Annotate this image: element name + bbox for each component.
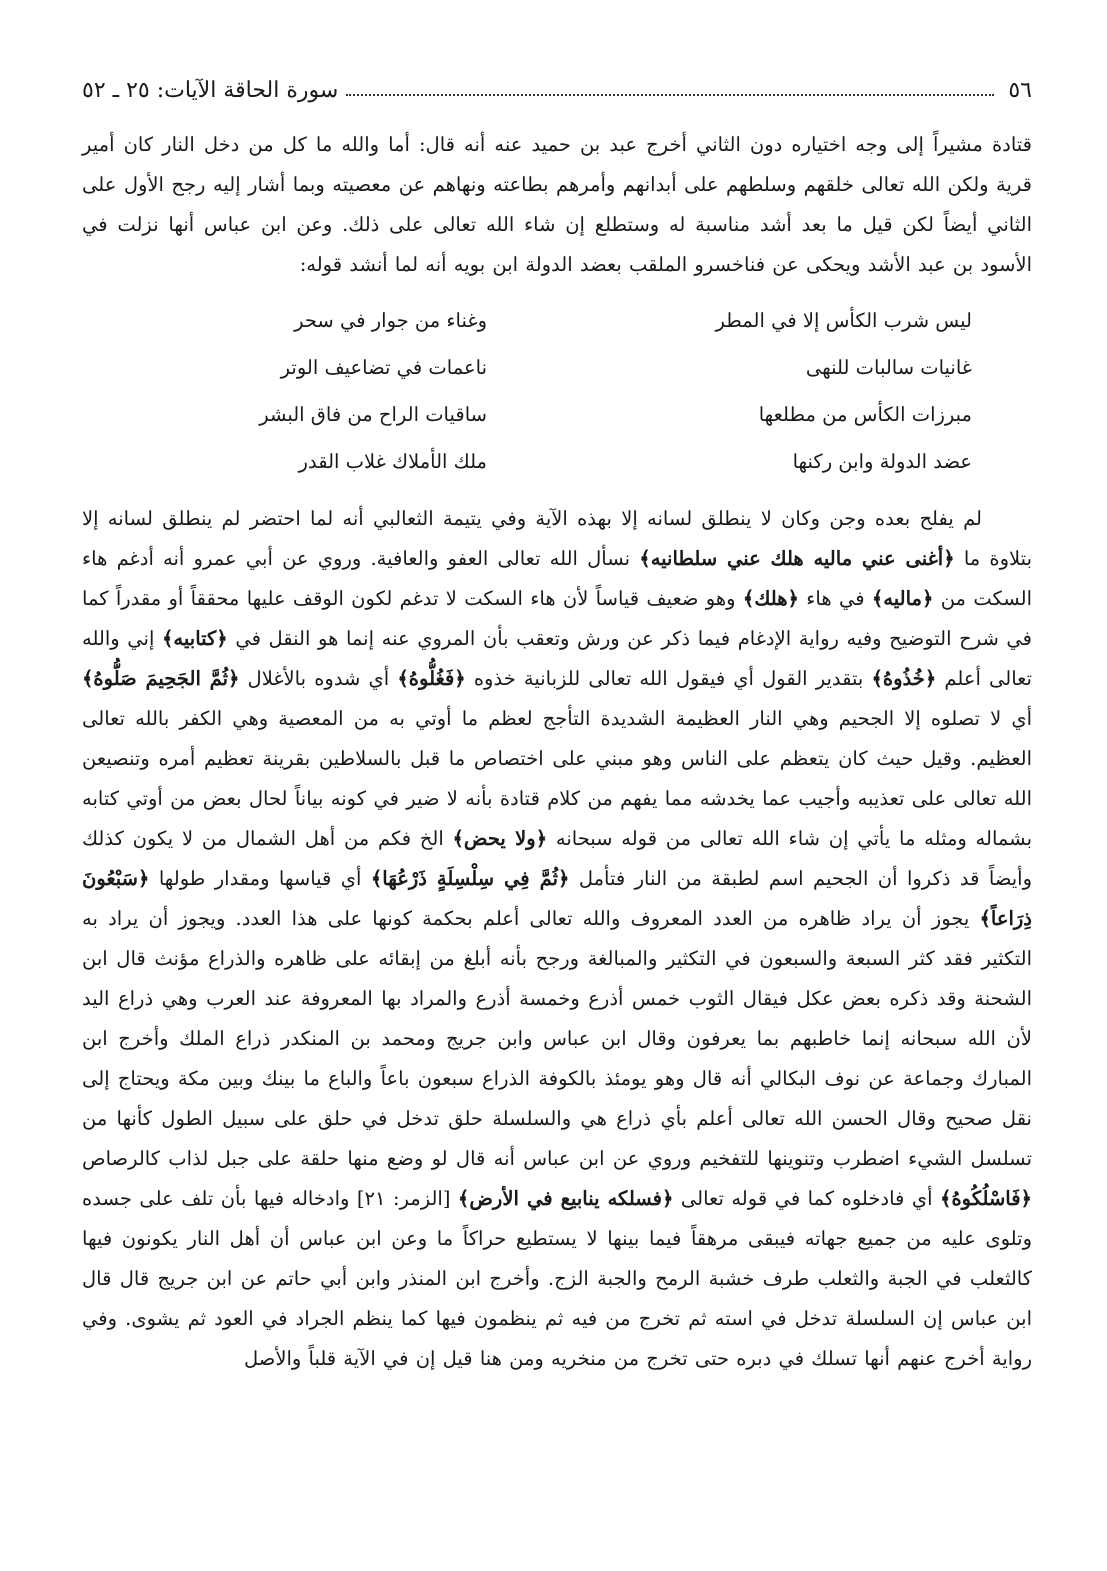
text-run: أي فادخلوه كما في قوله تعالى <box>673 1187 941 1210</box>
poem-hemistich-right: مبرزات الكأس من مطلعها <box>758 403 972 426</box>
poem-hemistich-right: ليس شرب الكأس إلا في المطر <box>715 309 972 332</box>
poem-hemistich-left: ناعمات في تضاعيف الوتر <box>280 356 487 379</box>
poem-hemistich-left: ملك الأملاك غلاب القدر <box>298 450 487 473</box>
text-run: أي لا تصلوه إلا الجحيم وهي النار العظيمة الشديدة التأجج لعظم ما أوتي به من المعصية وهي الكفر بالله تعالى العظيم. وقيل حيث كان يتعظم على الناس وهو مبني على اختصاص ما قبل بالسلاطين بقرينة تعظيم أمره وتنصيعن الله تعالى على تعذيبه وأجيب عما يخدشه مما يفهم من كلام قتادة بأنه لا ضير في كونه بياناً لحال بعض من أوتي كتابه بشماله ومثله ما يأتي إن شاء الله تعالى من قوله سبحانه <box>82 707 1032 850</box>
paragraph-1: قتادة مشيراً إلى وجه اختياره دون الثاني أخرج عبد بن حميد عنه أنه قال: أما والله ما كل من دخل النار كان أمير قرية ولكن الله تعالى خلقهم وسلطهم على أبدانهم وأمرهم بطاعته ونهاهم عن معصيته وبما أشار إليه رجح الأول على الثاني أيضاً لكن قيل ما بعد أشد مناسبة له وستطلع إن شاء الله تعالى على ذلك. وعن ابن عباس أنها نزلت في الأسود بن عبد الأشد ويحكى عن فناخسرو الملقب بعضد الدولة ابن بويه أنه لما أنشد قوله: <box>82 133 1032 276</box>
text-run: يجوز أن يراد ظاهره من العدد المعروف والله تعالى أعلم بحكمة كونها على هذا العدد. ويجوز أن يراد به التكثير فقد كثر السبعة والسبعون في التكثير والمبالغة ورجح بأنه أبلغ من إبقائه على ظاهره والذراع مؤنث قال ابن الشحنة وقد ذكره بعض عكل فيقال الثوب خمس أذرع وخمسة أذرع والمراد بها المعروفة عند العرب وهي ذراع اليد لأن الله سبحانه إنما خاطبهم بما يعرفون وقال ابن عباس وابن جريج ومحمد بن المنكدر ذراع الملك وأخرج ابن المبارك وجماعة عن نوف البكالي أنه قال وهو يومئذ بالكوفة الذراع سبعون باعاً والباع ما بينك وبين مكة ويحتاج إلى نقل صحيح وقال الحسن الله تعالى أعلم بأي ذراع هي والسلسلة حلق تدخل في حلق على سبيل الطول كأنها من تسلسل الشيء اضطرب وتنوينها للتفخيم وروي عن ابن عباس أنه قال لو وضع منها حلقة على جبل لذاب كالرصاص <box>82 907 1032 1170</box>
poem-line <box>82 438 1032 485</box>
text-run: [الزمر: ٢١] وادخاله فيها بأن تلف على جسده وتلوى عليه من جميع جهاته فيبقى مرهقاً فيما بينها لا يستطيع حراكاً ما وعن ابن عباس أن أهل النار يكونون فيها كالثعلب في الجبة والثعلب طرف خشبة الرمح والجبة الزج. وأخرج ابن المنذر وابن أبي حاتم عن ابن جريج قال قال ابن عباس إن السلسلة تدخل في استه ثم تخرج من فيه ثم ينظمون فيها كما ينظم الجراد في العود ثم يشوى. وفي رواية أخرج عنهم أنها تسلك في دبره حتى تخرج من منخريه ومن هنا قيل إن في الآية قلباً والأصل <box>82 1187 1032 1370</box>
paragraph-2 <box>82 499 1032 1379</box>
poem-line <box>82 297 1032 344</box>
text-run: الخ فكم من أهل الشمال من لا يكون كذلك وأيضاً قد ذكروا أن الجحيم اسم لطبقة من النار فتأمل <box>82 827 1032 890</box>
text-run: أي شدوه بالأغلال <box>239 667 398 690</box>
quran-quote: ﴿أغنى عني ماليه هلك عني سلطانيه﴾ <box>639 547 955 570</box>
quran-quote: ﴿فسلكه ينابيع في الأرض﴾ <box>457 1187 674 1210</box>
text-run: نسأل الله تعالى العفو والعافية. وروي عن أبي عمرو أنه أدغم هاء السكت من <box>82 547 1032 610</box>
poem-line <box>82 391 1032 438</box>
page-header <box>82 70 1032 110</box>
quran-quote: ﴿خُذُوهُ﴾ <box>871 667 937 690</box>
poem-hemistich-right: عضد الدولة وابن ركنها <box>792 450 972 473</box>
quran-quote: ﴿هلك﴾ <box>742 587 799 610</box>
page-body <box>82 125 1032 1379</box>
quran-quote: ﴿ماليه﴾ <box>871 587 934 610</box>
poem-hemistich-left: ساقيات الراح من فاق البشر <box>259 403 487 426</box>
poem-line <box>82 344 1032 391</box>
quran-quote: ﴿فَاسْلُكُوهُ﴾ <box>940 1187 1032 1210</box>
quran-quote: ﴿فَغُلُّوهُ﴾ <box>397 667 466 690</box>
text-run: أي قياسها ومقدار طولها <box>149 867 371 890</box>
poem-hemistich-right: غانيات سالبات للنهى <box>805 356 972 379</box>
quran-quote: ﴿ولا يحض﴾ <box>452 827 548 850</box>
quran-quote: ﴿كتابيه﴾ <box>162 627 228 650</box>
dotted-leader <box>346 94 994 96</box>
quran-quote: ﴿سَبْعُونَ ذِرَاعاً﴾ <box>82 867 1032 930</box>
quran-quote: ﴿ثُمَّ الجَحِيمَ صَلُّوهُ﴾ <box>82 667 240 690</box>
text-run: في هاء <box>798 587 872 610</box>
poem <box>82 297 1032 485</box>
text-run: إني والله تعالى أعلم <box>82 627 1032 690</box>
text-run: بتقدير القول أي فيقول الله تعالى للزبانية خذوه <box>465 667 872 690</box>
poem-hemistich-left: وغناء من جوار في سحر <box>294 309 487 332</box>
running-title: سورة الحاقة الآيات: ٢٥ ـ ٥٢ <box>82 77 339 103</box>
page-number: ٥٦ <box>1008 77 1032 103</box>
text-run: وهو ضعيف قياساً لأن هاء السكت لا تدغم لكون الوقف عليها محققاً أو مقدراً كما في شرح التوضيح وفيه رواية الإدغام فيما ذكر عن ورش وتعقب بأن المروي عنه إنما هو النقل في <box>82 587 1032 650</box>
quran-quote: ﴿ثُمَّ فِي سِلْسِلَةٍ ذَرْعُهَا﴾ <box>370 867 570 890</box>
text-run: لم يفلح بعده وجن وكان لا ينطلق لسانه إلا بهذه الآية وفي يتيمة الثعالبي أنه لما احتضر لم ينطلق لسانه إلا بتلاوة ما <box>82 507 1032 570</box>
